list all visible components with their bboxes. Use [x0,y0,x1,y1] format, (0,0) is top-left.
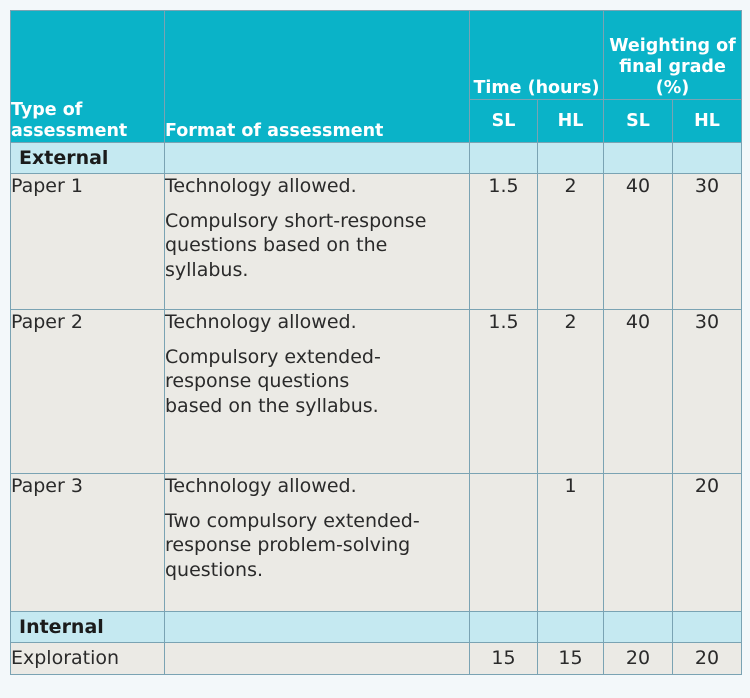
format-description: Compulsory extended-response questions based on the syllabus. [165,345,381,418]
col-header-weighting: Weighting of final grade (%) [604,11,742,100]
col-header-time: Time (hours) [470,11,604,100]
time-hl-value: 2 [538,310,604,474]
time-sl-value: 15 [470,643,538,675]
weight-hl-value: 30 [673,310,742,474]
section-row-external [11,143,742,174]
time-sl-value: 1.5 [470,174,538,310]
weight-hl-value: 20 [673,643,742,675]
section-row-internal [11,612,742,643]
assessment-format [165,174,470,310]
header-row [11,11,742,100]
format-technology: Technology allowed. [165,175,357,197]
section-label-external: External [11,143,165,174]
col-header-format: Format of assessment [165,11,470,143]
weight-sl-value [604,474,673,612]
time-sl-value [470,474,538,612]
col-header-type: Type of assessment [11,11,165,143]
format-description: Two compulsory extended-response problem-solving questions. [165,509,420,582]
assessment-format [165,310,470,474]
table-row-paper-3 [11,474,742,612]
weight-sl-value: 20 [604,643,673,675]
time-sl-value: 1.5 [470,310,538,474]
table-row-exploration [11,643,742,675]
weight-hl-header: HL [673,100,742,143]
time-hl-value: 2 [538,174,604,310]
time-hl-value: 1 [538,474,604,612]
table-row-paper-2 [11,310,742,474]
format-description: Compulsory short-response questions based on the syllabus. [165,209,427,282]
weight-sl-header: SL [604,100,673,143]
assessment-table [10,10,742,675]
table-row-paper-1 [11,174,742,310]
assessment-type: Paper 3 [11,474,165,612]
assessment-type: Exploration [11,643,165,675]
assessment-type: Paper 1 [11,174,165,310]
format-technology: Technology allowed. [165,475,357,497]
time-sl-header: SL [470,100,538,143]
time-hl-header: HL [538,100,604,143]
weight-hl-value: 20 [673,474,742,612]
assessment-type: Paper 2 [11,310,165,474]
assessment-format [165,643,470,675]
time-hl-value: 15 [538,643,604,675]
weight-sl-value: 40 [604,174,673,310]
weight-sl-value: 40 [604,310,673,474]
weight-hl-value: 30 [673,174,742,310]
section-label-internal: Internal [11,612,165,643]
format-technology: Technology allowed. [165,311,357,333]
assessment-format [165,474,470,612]
